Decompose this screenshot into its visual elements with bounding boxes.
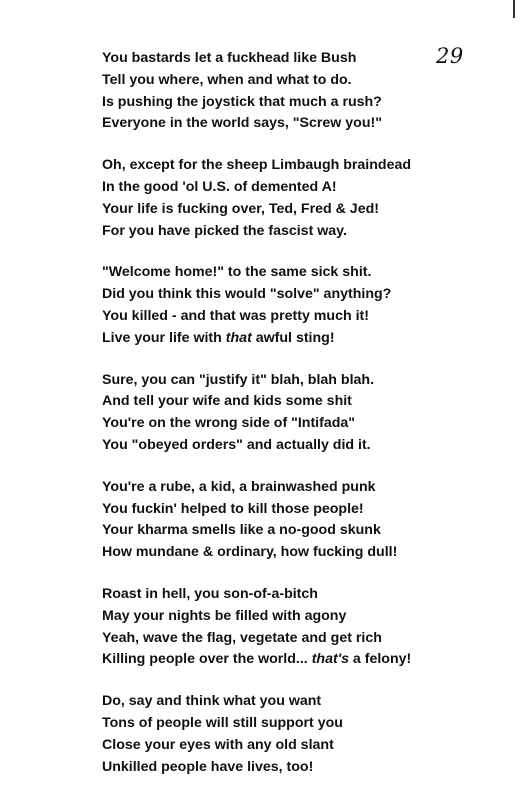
- poem-line: You bastards let a fuckhead like Bush: [102, 50, 357, 66]
- poem-line: Do, say and think what you want: [102, 693, 322, 710]
- poem-stanza: [102, 584, 462, 671]
- poem-body: [102, 48, 462, 798]
- poem-line-emphasis: that: [225, 329, 252, 346]
- poem-line: Did you think this would "solve" anything?: [102, 286, 392, 303]
- poem-line: Sure, you can "justify it" blah, blah blah.: [102, 371, 375, 388]
- poem-line: And tell your wife and kids some shit: [102, 393, 352, 410]
- page-number: 29: [436, 44, 464, 68]
- poem-line: Everyone in the world says, "Screw you!": [102, 115, 382, 132]
- poem-line: You're a rube, a kid, a brainwashed punk: [102, 478, 376, 495]
- poem-stanza: [102, 691, 462, 778]
- poem-line: Yeah, wave the flag, vegetate and get rich: [102, 629, 382, 646]
- poem-line: You killed - and that was pretty much it!: [102, 307, 369, 324]
- poem-line: You're on the wrong side of "Intifada": [102, 415, 356, 432]
- poem-line: How mundane & ordinary, how fucking dull!: [102, 544, 398, 561]
- poem-line: [102, 649, 462, 671]
- poem-line: Close your eyes with any old slant: [102, 736, 334, 753]
- poem-line: "Welcome home!" to the same sick shit.: [102, 264, 372, 281]
- poem-line: You "obeyed orders" and actually did it.: [102, 436, 371, 453]
- poem-line: Is pushing the joystick that much a rush?: [102, 93, 382, 110]
- poem-line: You fuckin' helped to kill those people!: [102, 500, 364, 517]
- poem-stanza: [102, 262, 462, 349]
- poem-stanza: [102, 370, 462, 457]
- poem-line-text: a felony!: [348, 651, 412, 668]
- poem-line: [102, 328, 462, 350]
- poem-line-text: awful sting!: [251, 329, 335, 346]
- poem-stanza: [102, 48, 462, 135]
- poem-line: May your nights be filled with agony: [102, 607, 347, 624]
- poem-stanza: [102, 155, 462, 242]
- page-edge-mark: [513, 0, 515, 18]
- poem-line: Roast in hell, you son-of-a-bitch: [102, 585, 318, 602]
- poem-line: Tell you where, when and what to do.: [102, 71, 352, 88]
- poem-line: Your life is fucking over, Ted, Fred & Jed!: [102, 200, 379, 217]
- poem-line-text: Killing people over the world...: [102, 651, 312, 668]
- poem-line: Tons of people will still support you: [102, 714, 343, 731]
- poem-line: For you have picked the fascist way.: [102, 222, 347, 239]
- poem-line: Your kharma smells like a no-good skunk: [102, 522, 381, 539]
- poem-line: In the good 'ol U.S. of demented A!: [102, 178, 337, 195]
- poem-line-emphasis: that's: [311, 651, 349, 668]
- poem-line-text: Live your life with: [102, 329, 226, 346]
- poem-line: Oh, except for the sheep Limbaugh braindead: [102, 157, 412, 174]
- poem-line: Unkilled people have lives, too!: [102, 758, 314, 775]
- poem-stanza: [102, 477, 462, 564]
